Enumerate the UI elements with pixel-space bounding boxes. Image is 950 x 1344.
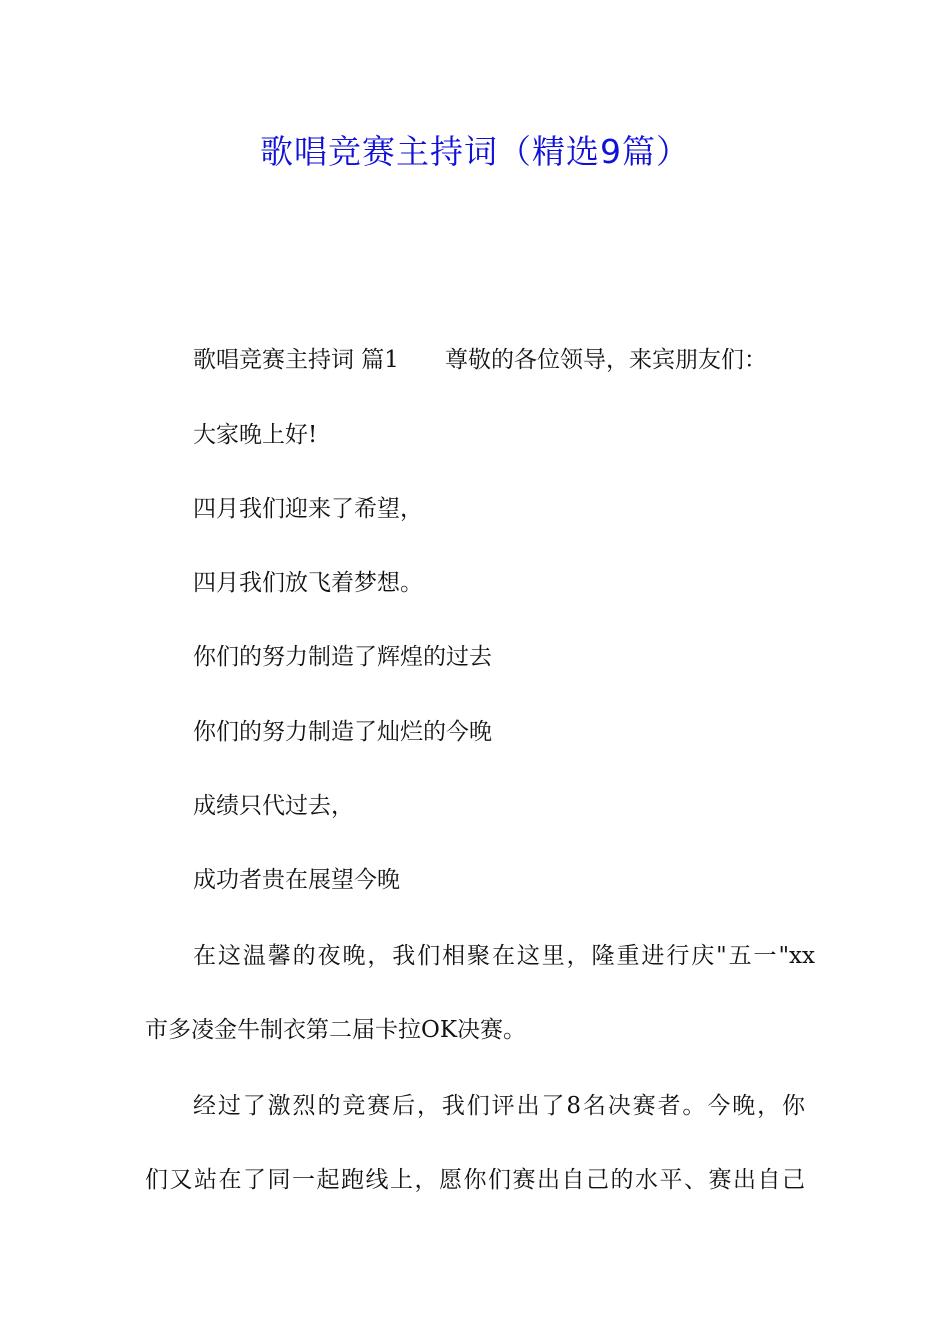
paragraph: 成功者贵在展望今晚 — [193, 867, 400, 893]
paragraph: 市多凌金牛制衣第二届卡拉OK决赛。 — [145, 1017, 527, 1043]
paragraph: 在这温馨的夜晚，我们相聚在这里，隆重进行庆"五一"xx — [193, 943, 815, 969]
paragraph: 你们的努力制造了辉煌的过去 — [193, 644, 492, 670]
paragraph: 经过了激烈的竞赛后，我们评出了8名决赛者。今晚，你 — [193, 1093, 805, 1119]
greeting-text: 尊敬的各位领导，来宾朋友们： — [444, 347, 767, 373]
paragraph: 们又站在了同一起跑线上，愿你们赛出自己的水平、赛出自己 — [145, 1167, 805, 1193]
first-line — [193, 343, 863, 377]
section-heading: 歌唱竞赛主持词 篇1 — [193, 347, 399, 373]
paragraph: 成绩只代过去， — [193, 793, 354, 819]
paragraph: 大家晚上好! — [193, 422, 318, 448]
paragraph: 四月我们迎来了希望， — [193, 496, 423, 522]
document-title: 歌唱竞赛主持词（精选9篇） — [260, 132, 690, 171]
paragraph: 四月我们放飞着梦想。 — [193, 570, 423, 596]
paragraph: 你们的努力制造了灿烂的今晚 — [193, 719, 492, 745]
